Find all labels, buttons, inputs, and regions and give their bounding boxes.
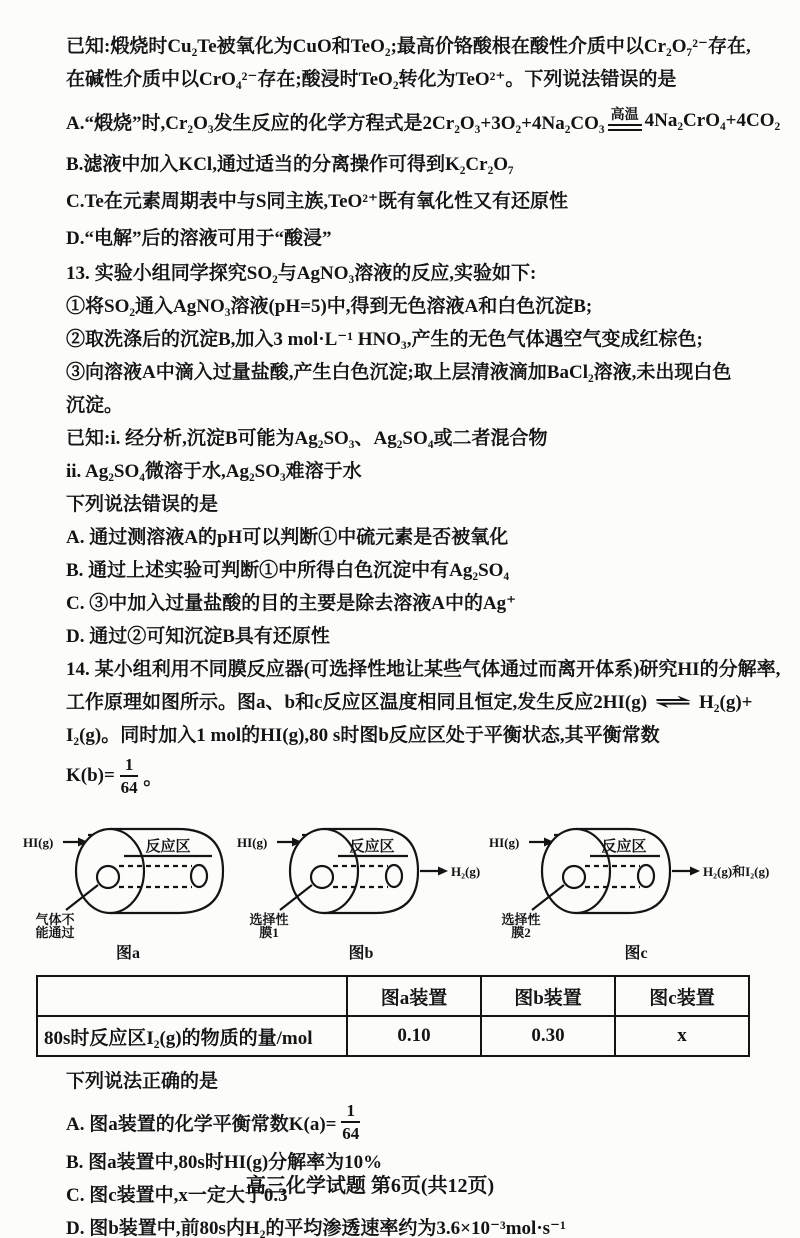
- table-value-fig-b: 0.30: [481, 1016, 615, 1056]
- reactor-drawing-b: [236, 816, 486, 940]
- table-value-fig-c: x: [615, 1016, 749, 1056]
- reactor-drawing-a: [22, 816, 234, 940]
- q12-known-line2: 在碱性介质中以CrO₄²⁻存在;酸浸时TeO₂转化为TeO²⁺。下列说法错误的是: [66, 69, 677, 90]
- table-corner-cell: [37, 976, 347, 1016]
- reactor-diagrams-row: [22, 816, 784, 963]
- q13-prompt: 下列说法错误的是: [66, 494, 219, 515]
- q14-stem-line1-text: 某小组利用不同膜反应器(可选择性地让某些气体通过而离开体系)研究HI的分解率,: [94, 659, 781, 680]
- q12-option-a-text-post: 4Na₂CrO₄+4CO₂: [644, 110, 781, 131]
- reaction-zone-label: 反应区: [145, 839, 191, 855]
- q13-number: 13.: [66, 263, 90, 284]
- table-header-fig-a: 图a装置: [347, 976, 481, 1016]
- outlet-label: H₂(g)和I₂(g): [703, 864, 770, 879]
- page-footer: 高三化学试题 第6页(共12页): [245, 1175, 495, 1197]
- q14-number: 14.: [66, 659, 90, 680]
- q14-stem-line1: [66, 653, 781, 686]
- q13-step-3-continuation: 沉淀。: [66, 395, 124, 416]
- membrane-reactor-figure-a: [22, 816, 234, 963]
- table-value-fig-a: 0.10: [347, 1016, 481, 1056]
- q12-option-b: B.滤液中加入KCl,通过适当的分离操作可得到K₂Cr₂O₇: [66, 154, 514, 175]
- q13-option-c: C. ③中加入过量盐酸的目的主要是除去溶液A中的Ag⁺: [66, 593, 517, 614]
- q14-stem-line3: I₂(g)。同时加入1 mol的HI(g),80 s时图b反应区处于平衡状态,其平衡常数: [66, 725, 660, 746]
- q14-option-b: B. 图a装置中,80s时HI(g)分解率为10%: [66, 1152, 383, 1173]
- membrane-label-line1: 选择性: [249, 912, 289, 927]
- membrane-reactor-figure-c: [488, 816, 784, 963]
- figure-a-caption: 图a: [115, 945, 140, 962]
- membrane-label-line1: 选择性: [501, 912, 541, 927]
- q12-option-d: D.“电解”后的溶液可用于“酸浸”: [66, 228, 332, 249]
- reactor-drawing-c: [488, 816, 784, 940]
- question-12: [66, 30, 781, 257]
- membrane-label-line2: 膜2: [511, 925, 531, 940]
- q14-option-d: D. 图b装置中,前80s内H₂的平均渗透速率约为3.6×10⁻³mol·s⁻¹: [66, 1218, 566, 1238]
- q14-stem-line2: [66, 686, 766, 719]
- q13-step-2: ②取洗涤后的沉淀B,加入3 mol·L⁻¹ HNO₃,产生的无色气体遇空气变成红棕色;: [66, 329, 703, 350]
- q13-known-ii: ii. Ag₂SO₄微溶于水,Ag₂SO₃难溶于水: [66, 461, 362, 482]
- ka-fraction: [341, 1100, 360, 1145]
- kb-fraction: [120, 754, 139, 799]
- q14-option-a-text: A. 图a装置的化学平衡常数K(a)=: [66, 1113, 337, 1135]
- q12-known-line1: 已知:煅烧时Cu₂Te被氧化为CuO和TeO₂;最高价铬酸根在酸性介质中以Cr₂O₇²⁻存在,: [66, 36, 751, 57]
- reaction-condition-label: 高温: [608, 108, 642, 126]
- q13-known-i: 已知:i. 经分析,沉淀B可能为Ag₂SO₃、Ag₂SO₄或二者混合物: [66, 428, 548, 449]
- ka-fraction-denominator: 64: [342, 1124, 360, 1143]
- q13-step-3: ③向溶液A中滴入过量盐酸,产生白色沉淀;取上层清液滴加BaCl₂溶液,未出现白色: [66, 362, 732, 383]
- inlet-label: HI(g): [23, 835, 54, 850]
- reaction-zone-label: 反应区: [349, 839, 395, 855]
- reaction-condition-stack: [608, 108, 642, 131]
- table-row-label: 80s时反应区I₂(g)的物质的量/mol: [37, 1016, 347, 1056]
- table-header-fig-b: 图b装置: [481, 976, 615, 1016]
- membrane-label-line2: 能通过: [35, 925, 75, 940]
- q13-stem-text: 实验小组同学探究SO₂与AgNO₃溶液的反应,实验如下:: [94, 263, 537, 284]
- table-header-row: [37, 976, 749, 1016]
- q12-option-c: C.Te在元素周期表中与S同主族,TeO²⁺既有氧化性又有还原性: [66, 191, 569, 212]
- q13-option-d: D. 通过②可知沉淀B具有还原性: [66, 626, 330, 647]
- inlet-label: HI(g): [489, 835, 520, 850]
- results-table: [36, 975, 750, 1057]
- ka-fraction-numerator: 1: [341, 1100, 360, 1123]
- q13-option-b: B. 通过上述实验可判断①中所得白色沉淀中有Ag₂SO₄: [66, 560, 510, 581]
- table-header-fig-c: 图c装置: [615, 976, 749, 1016]
- q14-prompt: 下列说法正确的是: [66, 1071, 219, 1092]
- q14-option-a: [66, 1098, 766, 1146]
- kb-expression-post: 。: [143, 767, 163, 789]
- figure-b-caption: 图b: [348, 945, 374, 962]
- kb-fraction-denominator: 64: [120, 778, 138, 797]
- kb-expression-pre: K(b)=: [66, 765, 115, 786]
- outlet-label: H₂(g): [451, 864, 481, 879]
- q14-stem-line2-pre: 工作原理如图所示。图a、b和c反应区温度相同且恒定,发生反应2HI(g): [66, 692, 648, 713]
- q12-option-a: [66, 96, 781, 146]
- question-13: [66, 257, 766, 653]
- q13-stem: [66, 257, 766, 290]
- membrane-reactor-figure-b: [236, 816, 486, 963]
- inlet-label: HI(g): [237, 835, 268, 850]
- q14-option-c: C. 图c装置中,x一定大于0.3: [66, 1185, 288, 1206]
- membrane-label-line1: 气体不: [35, 912, 75, 927]
- figure-c-caption: 图c: [624, 945, 648, 962]
- membrane-label-line2: 膜1: [259, 925, 279, 940]
- q13-option-a: A. 通过测溶液A的pH可以判断①中硫元素是否被氧化: [66, 527, 509, 548]
- equilibrium-arrow: ⇌: [653, 692, 693, 713]
- kb-fraction-numerator: 1: [120, 754, 139, 777]
- q14-stem-line2-post: H₂(g)+: [699, 692, 753, 713]
- table-data-row: [37, 1016, 749, 1056]
- q12-option-a-text-pre: A.“煅烧”时,Cr₂O₃发生反应的化学方程式是2Cr₂O₃+3O₂+4Na₂CO₃: [66, 112, 605, 134]
- reaction-zone-label: 反应区: [601, 839, 647, 855]
- question-14: [23, 653, 781, 1238]
- q13-step-1: ①将SO₂通入AgNO₃溶液(pH=5)中,得到无色溶液A和白色沉淀B;: [66, 296, 593, 317]
- q14-kb-line: [66, 752, 766, 800]
